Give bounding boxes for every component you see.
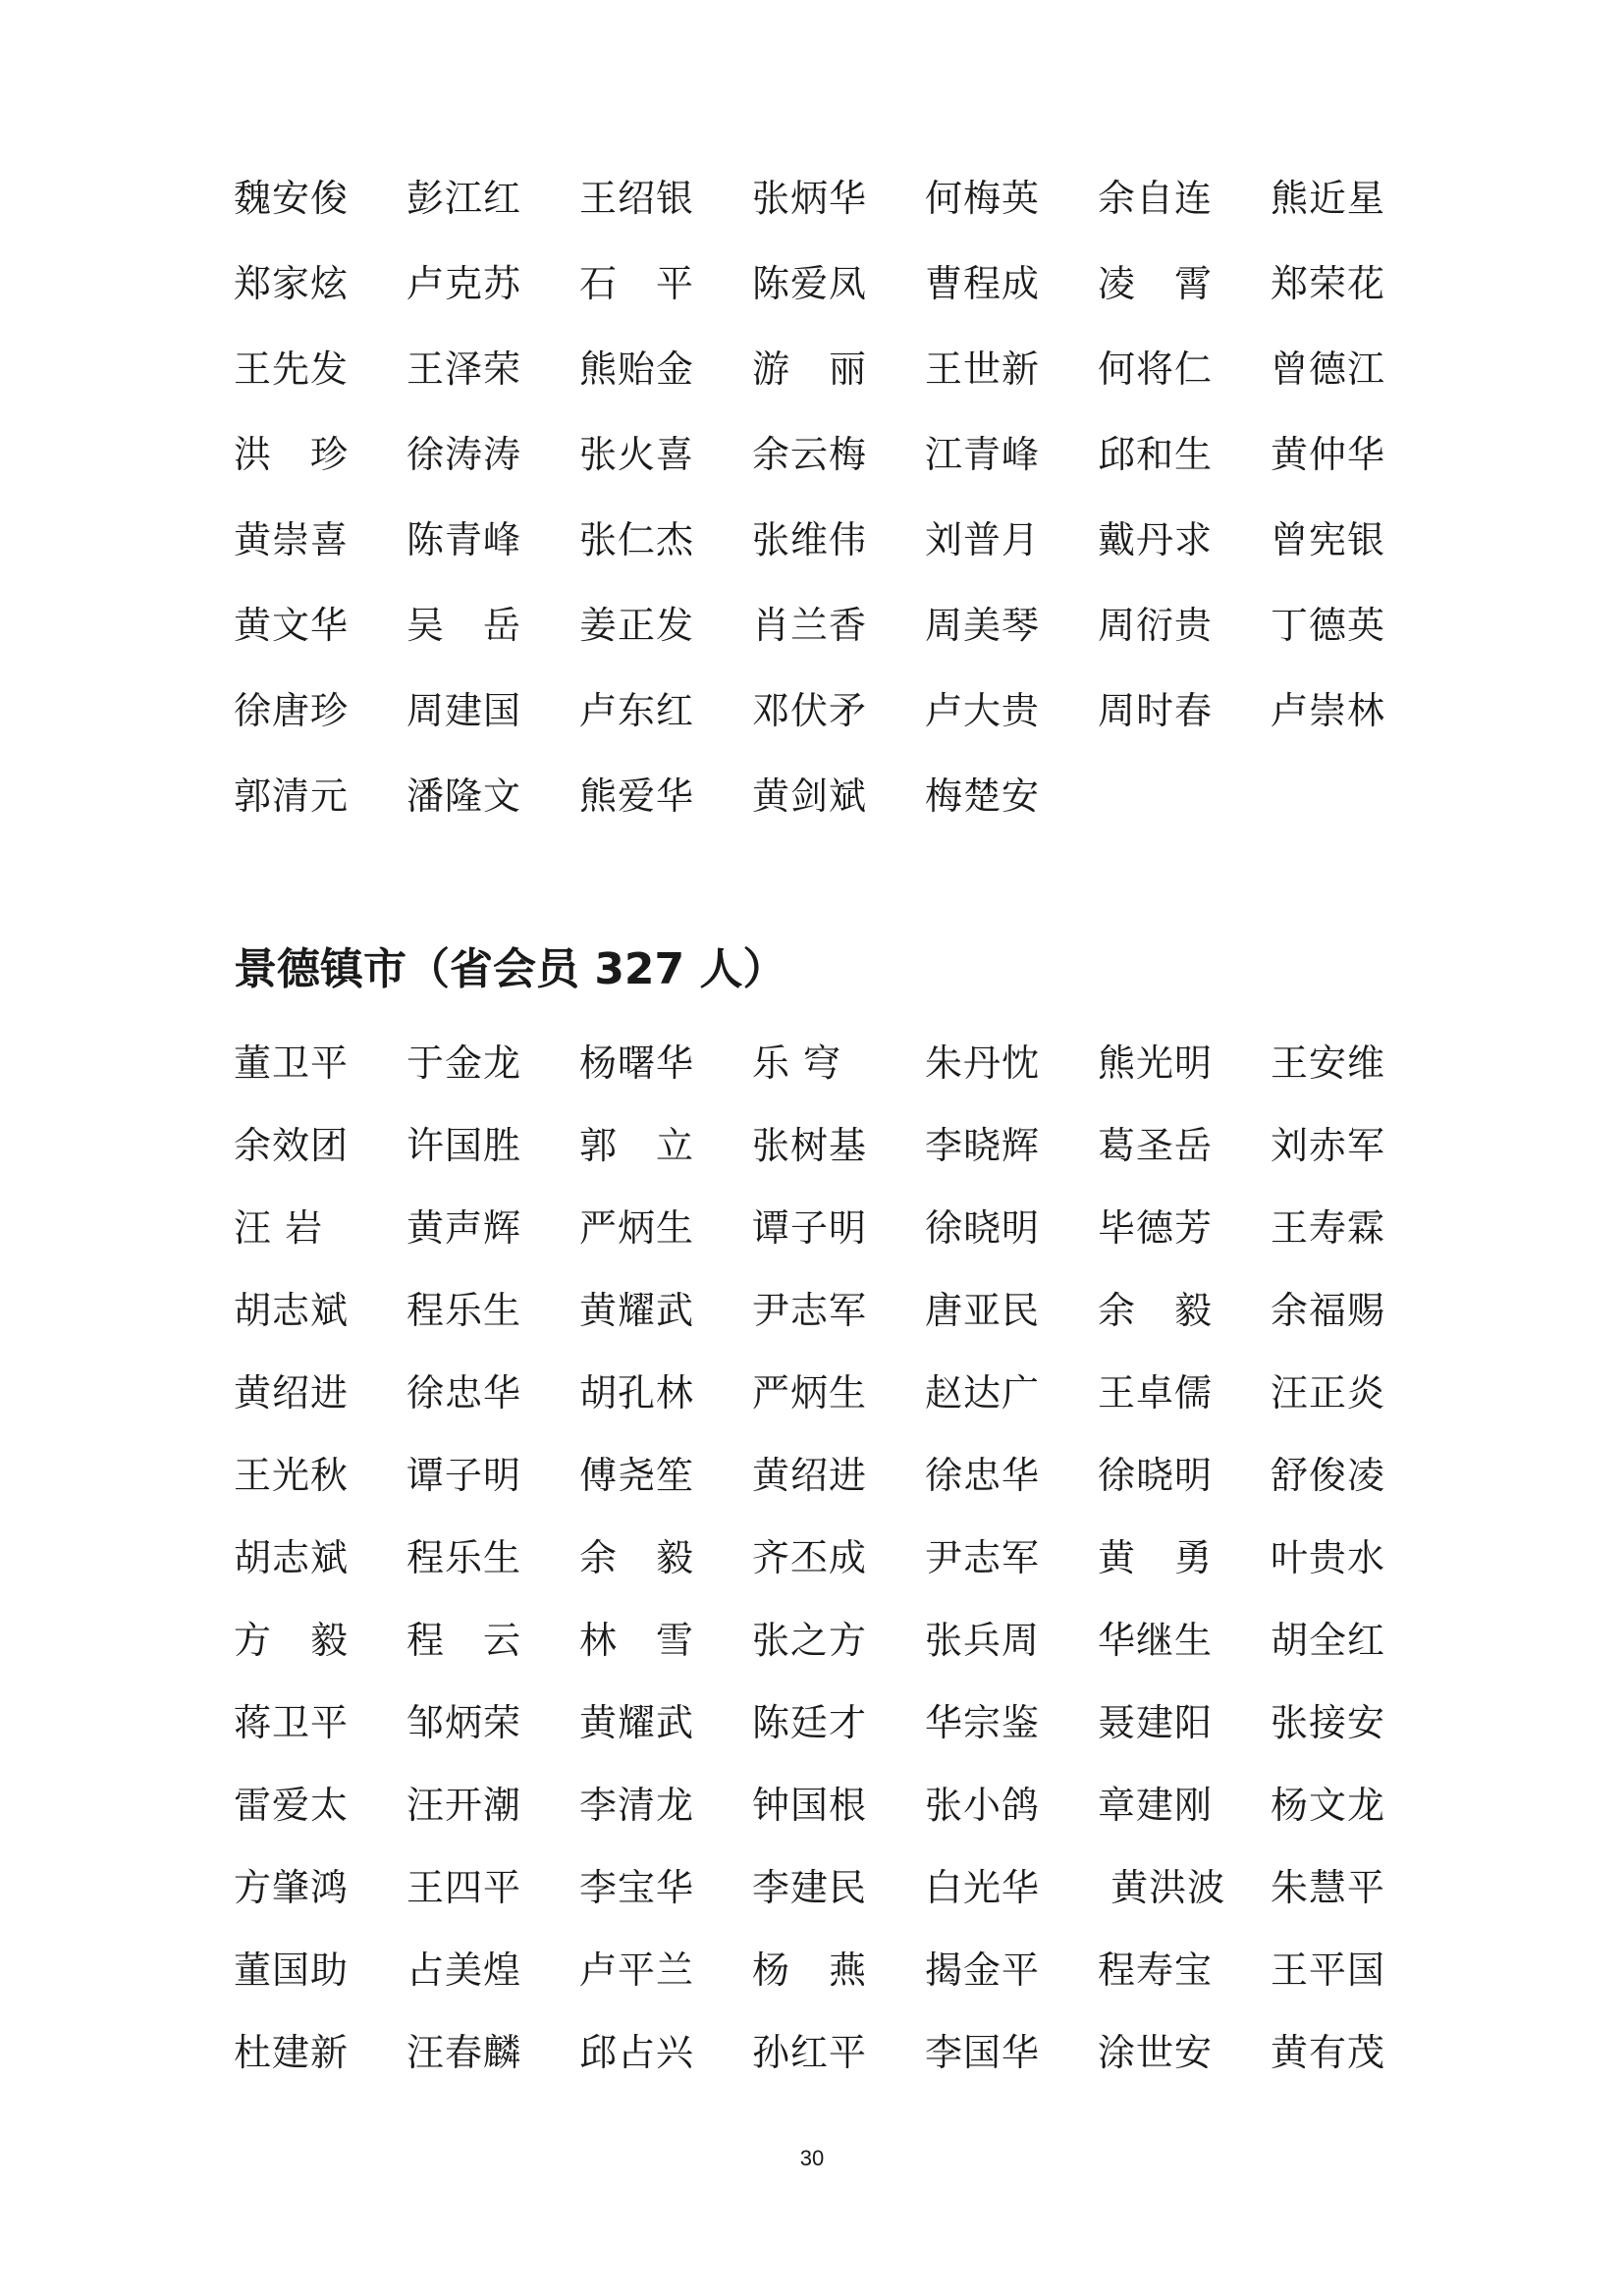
member-name: 姜正发 (579, 604, 695, 647)
member-name: 尹志军 (752, 1289, 868, 1332)
member-name: 汪正炎 (1271, 1371, 1386, 1415)
member-name: 齐丕成 (752, 1536, 868, 1579)
member-name: 涂世安 (1098, 2031, 1214, 2074)
member-name: 曾德江 (1271, 347, 1386, 391)
member-name: 熊近星 (1271, 177, 1386, 220)
member-name: 黄有茂 (1271, 2031, 1386, 2074)
member-name: 李晓辉 (925, 1124, 1041, 1167)
page-number: 30 (799, 2146, 825, 2170)
member-name: 肖兰香 (752, 604, 868, 647)
member-name: 余福赐 (1271, 1289, 1386, 1332)
member-name: 黄绍进 (234, 1371, 350, 1415)
member-name: 卢克苏 (406, 262, 522, 305)
member-name: 叶贵水 (1271, 1536, 1386, 1579)
member-name: 王安维 (1271, 1041, 1386, 1085)
member-name: 魏安俊 (234, 177, 350, 220)
member-name: 胡志斌 (234, 1536, 350, 1579)
member-name: 蒋卫平 (234, 1701, 350, 1744)
member-name: 王卓儒 (1098, 1371, 1214, 1415)
member-name: 洪 珍 (234, 433, 350, 476)
member-name: 唐亚民 (925, 1289, 1041, 1332)
member-name: 杜建新 (234, 2031, 350, 2074)
member-name: 徐唐珍 (234, 689, 350, 732)
member-name: 郭清元 (234, 774, 350, 818)
member-name: 胡全红 (1271, 1619, 1386, 1662)
member-name: 于金龙 (406, 1041, 522, 1085)
member-name: 余云梅 (752, 433, 868, 476)
member-name: 王泽荣 (406, 347, 522, 391)
member-name: 雷爱太 (234, 1784, 350, 1827)
member-name: 严炳生 (752, 1371, 868, 1415)
member-name: 张树基 (752, 1124, 868, 1167)
member-name: 程乐生 (406, 1289, 522, 1332)
member-name: 许国胜 (406, 1124, 522, 1167)
member-name: 杨 燕 (752, 1949, 868, 1992)
member-name: 汪春麟 (406, 2031, 522, 2074)
member-name: 王绍银 (579, 177, 695, 220)
member-name: 戴丹求 (1098, 518, 1214, 561)
member-name: 谭子明 (752, 1206, 868, 1250)
member-name: 何梅英 (925, 177, 1041, 220)
member-name: 王四平 (406, 1866, 522, 1909)
member-name: 方 毅 (234, 1619, 350, 1662)
member-name: 葛圣岳 (1098, 1124, 1214, 1167)
member-name: 王光秋 (234, 1454, 350, 1497)
member-name: 乐 穹 (752, 1041, 842, 1085)
member-name: 陈廷才 (752, 1701, 868, 1744)
member-name: 熊贻金 (579, 347, 695, 391)
member-name: 周建国 (406, 689, 522, 732)
member-name: 熊光明 (1098, 1041, 1214, 1085)
section-heading-jingdezhen: 景德镇市（省会员 327 人） (234, 944, 786, 994)
member-name: 华宗鉴 (925, 1701, 1041, 1744)
member-name: 丁德英 (1271, 604, 1386, 647)
member-name: 邓伏矛 (752, 689, 868, 732)
member-name: 李国华 (925, 2031, 1041, 2074)
member-name: 徐晓明 (925, 1206, 1041, 1250)
member-name: 卢大贵 (925, 689, 1041, 732)
member-name: 熊爱华 (579, 774, 695, 818)
member-name: 徐晓明 (1098, 1454, 1214, 1497)
member-name: 余 毅 (579, 1536, 695, 1579)
member-name: 朱丹忱 (925, 1041, 1041, 1085)
member-name: 杨文龙 (1271, 1784, 1386, 1827)
member-name: 舒俊凌 (1271, 1454, 1386, 1497)
member-name: 孙红平 (752, 2031, 868, 2074)
member-name: 王平国 (1271, 1949, 1386, 1992)
member-name: 吴 岳 (406, 604, 522, 647)
member-name: 刘赤军 (1271, 1124, 1386, 1167)
member-name: 郑荣花 (1271, 262, 1386, 305)
member-name: 林 雪 (579, 1619, 695, 1662)
member-name: 陈爱凤 (752, 262, 868, 305)
member-name: 郭 立 (579, 1124, 695, 1167)
member-name: 凌 霄 (1098, 262, 1214, 305)
member-name: 李宝华 (579, 1866, 695, 1909)
member-name: 钟国根 (752, 1784, 868, 1827)
member-name: 赵达广 (925, 1371, 1041, 1415)
member-name: 周衍贵 (1098, 604, 1214, 647)
member-name: 章建刚 (1098, 1784, 1214, 1827)
member-name: 黄耀武 (579, 1701, 695, 1744)
member-name: 邹炳荣 (406, 1701, 522, 1744)
member-name: 梅楚安 (925, 774, 1041, 818)
member-name: 程乐生 (406, 1536, 522, 1579)
member-name: 游 丽 (752, 347, 868, 391)
member-name: 徐忠华 (406, 1371, 522, 1415)
member-name: 王寿霖 (1271, 1206, 1386, 1250)
member-name: 潘隆文 (406, 774, 522, 818)
member-name: 黄耀武 (579, 1289, 695, 1332)
member-name: 余自连 (1098, 177, 1214, 220)
member-name: 汪 岩 (234, 1206, 324, 1250)
member-name: 汪开潮 (406, 1784, 522, 1827)
member-name: 董卫平 (234, 1041, 350, 1085)
member-name: 华继生 (1098, 1619, 1214, 1662)
member-name: 张接安 (1271, 1701, 1386, 1744)
member-name: 余效团 (234, 1124, 350, 1167)
member-name: 朱慧平 (1271, 1866, 1386, 1909)
member-name: 揭金平 (925, 1949, 1041, 1992)
member-name: 邱占兴 (579, 2031, 695, 2074)
member-name-grid-top (234, 171, 1443, 824)
member-name: 郑家炫 (234, 262, 350, 305)
member-name: 曹程成 (925, 262, 1041, 305)
member-name: 占美煌 (406, 1949, 522, 1992)
member-name: 张之方 (752, 1619, 868, 1662)
member-name: 董国助 (234, 1949, 350, 1992)
member-name: 余 毅 (1098, 1289, 1214, 1332)
member-name: 黄剑斌 (752, 774, 868, 818)
member-name: 黄洪波 (1098, 1866, 1226, 1909)
member-name: 黄声辉 (406, 1206, 522, 1250)
member-name: 王先发 (234, 347, 350, 391)
member-name: 黄 勇 (1098, 1536, 1214, 1579)
member-name: 黄仲华 (1271, 433, 1386, 476)
member-name: 卢崇林 (1271, 689, 1386, 732)
member-name: 谭子明 (406, 1454, 522, 1497)
member-name: 李建民 (752, 1866, 868, 1909)
member-name: 邱和生 (1098, 433, 1214, 476)
member-name: 曾宪银 (1271, 518, 1386, 561)
member-name: 徐忠华 (925, 1454, 1041, 1497)
member-name: 张炳华 (752, 177, 868, 220)
member-name: 周时春 (1098, 689, 1214, 732)
member-name: 尹志军 (925, 1536, 1041, 1579)
member-name: 江青峰 (925, 433, 1041, 476)
member-name: 陈青峰 (406, 518, 522, 561)
member-name: 石 平 (579, 262, 695, 305)
member-name: 张兵周 (925, 1619, 1041, 1662)
member-name: 周美琴 (925, 604, 1041, 647)
member-name: 李清龙 (579, 1784, 695, 1827)
member-name: 卢平兰 (579, 1949, 695, 1992)
member-name: 王世新 (925, 347, 1041, 391)
member-name: 严炳生 (579, 1206, 695, 1250)
member-name: 程 云 (406, 1619, 522, 1662)
member-name: 张小鸽 (925, 1784, 1041, 1827)
member-name: 胡孔林 (579, 1371, 695, 1415)
member-name: 何将仁 (1098, 347, 1214, 391)
member-name-grid-jingdezhen (234, 1036, 1443, 2080)
member-name: 张火喜 (579, 433, 695, 476)
member-name: 刘普月 (925, 518, 1041, 561)
member-name: 胡志斌 (234, 1289, 350, 1332)
member-name: 聂建阳 (1098, 1701, 1214, 1744)
member-name: 方肇鸿 (234, 1866, 350, 1909)
member-name: 张仁杰 (579, 518, 695, 561)
member-name: 程寿宝 (1098, 1949, 1214, 1992)
member-name: 黄文华 (234, 604, 350, 647)
member-name: 毕德芳 (1098, 1206, 1214, 1250)
member-name: 张维伟 (752, 518, 868, 561)
member-name: 傅尧笙 (579, 1454, 695, 1497)
member-name: 黄绍进 (752, 1454, 868, 1497)
member-name: 彭江红 (406, 177, 522, 220)
member-name: 卢东红 (579, 689, 695, 732)
member-name: 杨曙华 (579, 1041, 695, 1085)
member-name: 黄崇喜 (234, 518, 350, 561)
member-name: 白光华 (925, 1866, 1041, 1909)
member-name: 徐涛涛 (406, 433, 522, 476)
